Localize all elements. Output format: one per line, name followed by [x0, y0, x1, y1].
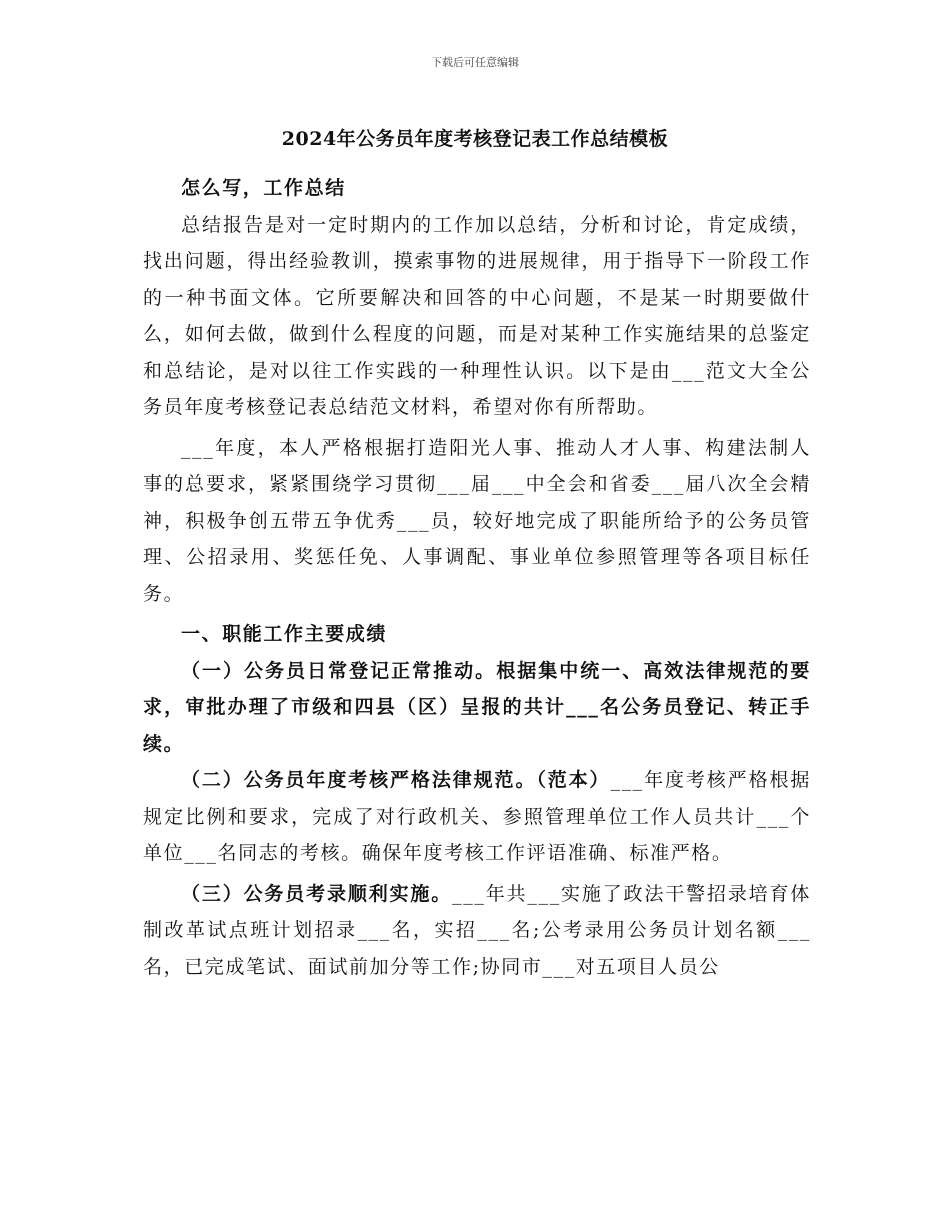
document-title: 2024年公务员年度考核登记表工作总结模板 — [281, 128, 669, 150]
download-note: 下载后可任意编辑 — [431, 56, 519, 69]
item-two-paragraph — [143, 762, 811, 872]
how-to-heading: 怎么写，工作总结 — [181, 177, 346, 199]
document-body — [143, 170, 811, 985]
item-three-lead: （三）公务员考录顺利实施。 — [181, 882, 453, 905]
item-two-text: ___年度考核严格根据规定比例和要求，完成了对行政机关、参照管理单位工作人员共计___个单位___名同志的考核。确保年度考核工作评语准确、标准严格。 — [143, 769, 811, 864]
intro-paragraph: 总结报告是对一定时期内的工作加以总结，分析和讨论，肯定成绩，找出问题，得出经验教训，摸索事物的进展规律，用于指导下一阶段工作的一种书面文体。它所要解决和回答的中心问题，不是某一时期要做什么，如何去做，做到什么程度的问题，而是对某种工作实施结果的总鉴定和总结论，是对以往工作实践的一种理性认识。以下是由___范文大全公务员年度考核登记表总结范文材料，希望对你有所帮助。 — [143, 213, 811, 418]
item-three-text: ___年共___实施了政法干警招录培育体制改革试点班计划招录___名，实招___名;公考录用公务员计划名额___名，已完成笔试、面试前加分等工作;协同市___对五项目人员公 — [143, 882, 811, 978]
item-one-paragraph: （一）公务员日常登记正常推动。根据集中统一、高效法律规范的要求，审批办理了市级和四县（区）呈报的共计___名公务员登记、转正手续。 — [143, 659, 811, 755]
item-two-lead: （二）公务员年度考核严格法律规范。（范本） — [181, 769, 611, 791]
overview-paragraph: ___年度，本人严格根据打造阳光人事、推动人才人事、构建法制人事的总要求，紧紧围绕学习贯彻___届___中全会和省委___届八次全会精神，积极争创五带五争优秀___员，较好地完成了职能所给予的公务员管理、公招录用、奖惩任免、人事调配、事业单位参照管理等各项目标任务。 — [143, 436, 811, 605]
section-one-heading: 一、职能工作主要成绩 — [181, 623, 388, 645]
item-three-paragraph — [143, 876, 811, 986]
